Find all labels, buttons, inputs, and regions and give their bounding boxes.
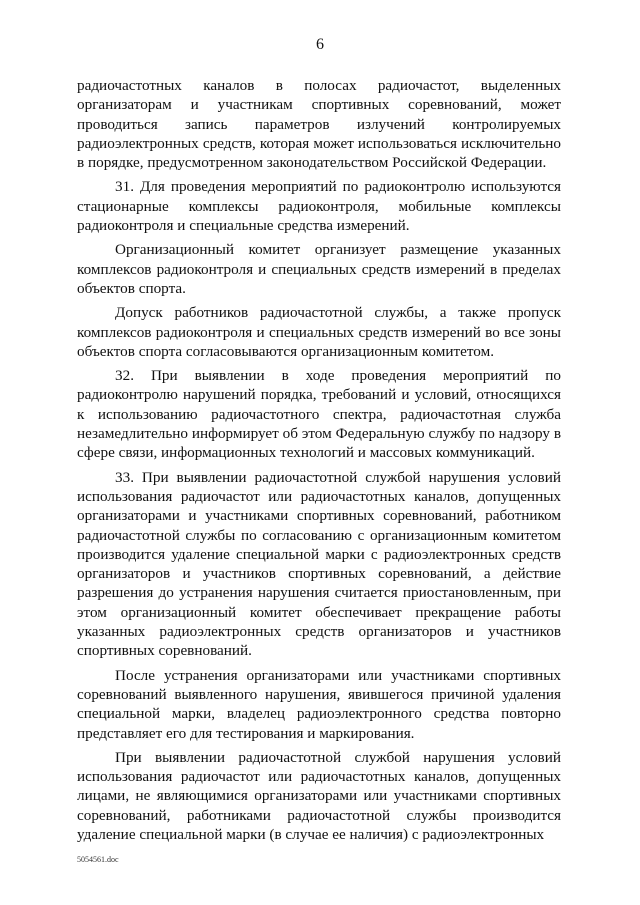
paragraph-after-elimination: После устранения организаторами или участниками спортивных соревнований выявленного нарушения, явившегося причиной удаления специальной марки, владелец радиоэлектронного средства повторно представляет его для тестирования и маркирования. xyxy=(77,666,561,742)
paragraph-clause-32: 32. При выявлении в ходе проведения мероприятий по радиоконтролю нарушений порядка, требований и условий, относящихся к использованию радиочастотного спектра, радиочастотная служба незамедлительно информирует об этом Федеральную службу по надзору в сфере связи, информационных технологий и массовых коммуникаций. xyxy=(77,367,561,462)
page-number: 6 xyxy=(316,36,324,53)
paragraph-continuation: радиочастотных каналов в полосах радиочастот, выделенных организаторам и участникам спортивных соревнований, может проводиться запись параметров излучений контролируемых радиоэлектронных средств, которая может использоваться исключительно в порядке, предусмотренном законодательством Российской Федерации. xyxy=(77,77,561,172)
footer-filename: 5054561.doc xyxy=(77,855,119,864)
paragraph-access: Допуск работников радиочастотной службы, а также пропуск комплексов радиоконтроля и специальных средств измерений во все зоны объектов спорта согласовываются организационным комитетом. xyxy=(77,304,561,360)
paragraph-clause-33: 33. При выявлении радиочастотной службой нарушения условий использования радиочастот или радиочастотных каналов, допущенных организаторами и участниками спортивных соревнований, работником радиочастотной службы по согласованию с организационным комитетом производится удаление специальной марки с радиоэлектронных средств организаторов и участников спортивных соревнований, а действие разрешения до устранения нарушения считается приостановленным, при этом организационный комитет обеспечивает прекращение работы указанных радиоэлектронных средств организаторов и участников спортивных соревнований. xyxy=(77,468,561,660)
paragraph-non-participants: При выявлении радиочастотной службой нарушения условий использования радиочастот или радиочастотных каналов, допущенных лицами, не являющимися организаторами или участниками спортивных соревнований, работниками радиочастотной службы производится удаление специальной марки (в случае ее наличия) с радиоэлектронных xyxy=(77,748,561,843)
paragraph-clause-31: 31. Для проведения мероприятий по радиоконтролю используются стационарные комплексы радиоконтроля, мобильные комплексы радиоконтроля и специальные средства измерений. xyxy=(77,178,561,235)
paragraph-organizing-committee: Организационный комитет организует размещение указанных комплексов радиоконтроля и специальных средств измерений в пределах объектов спорта. xyxy=(77,241,561,297)
document-body xyxy=(77,76,561,849)
